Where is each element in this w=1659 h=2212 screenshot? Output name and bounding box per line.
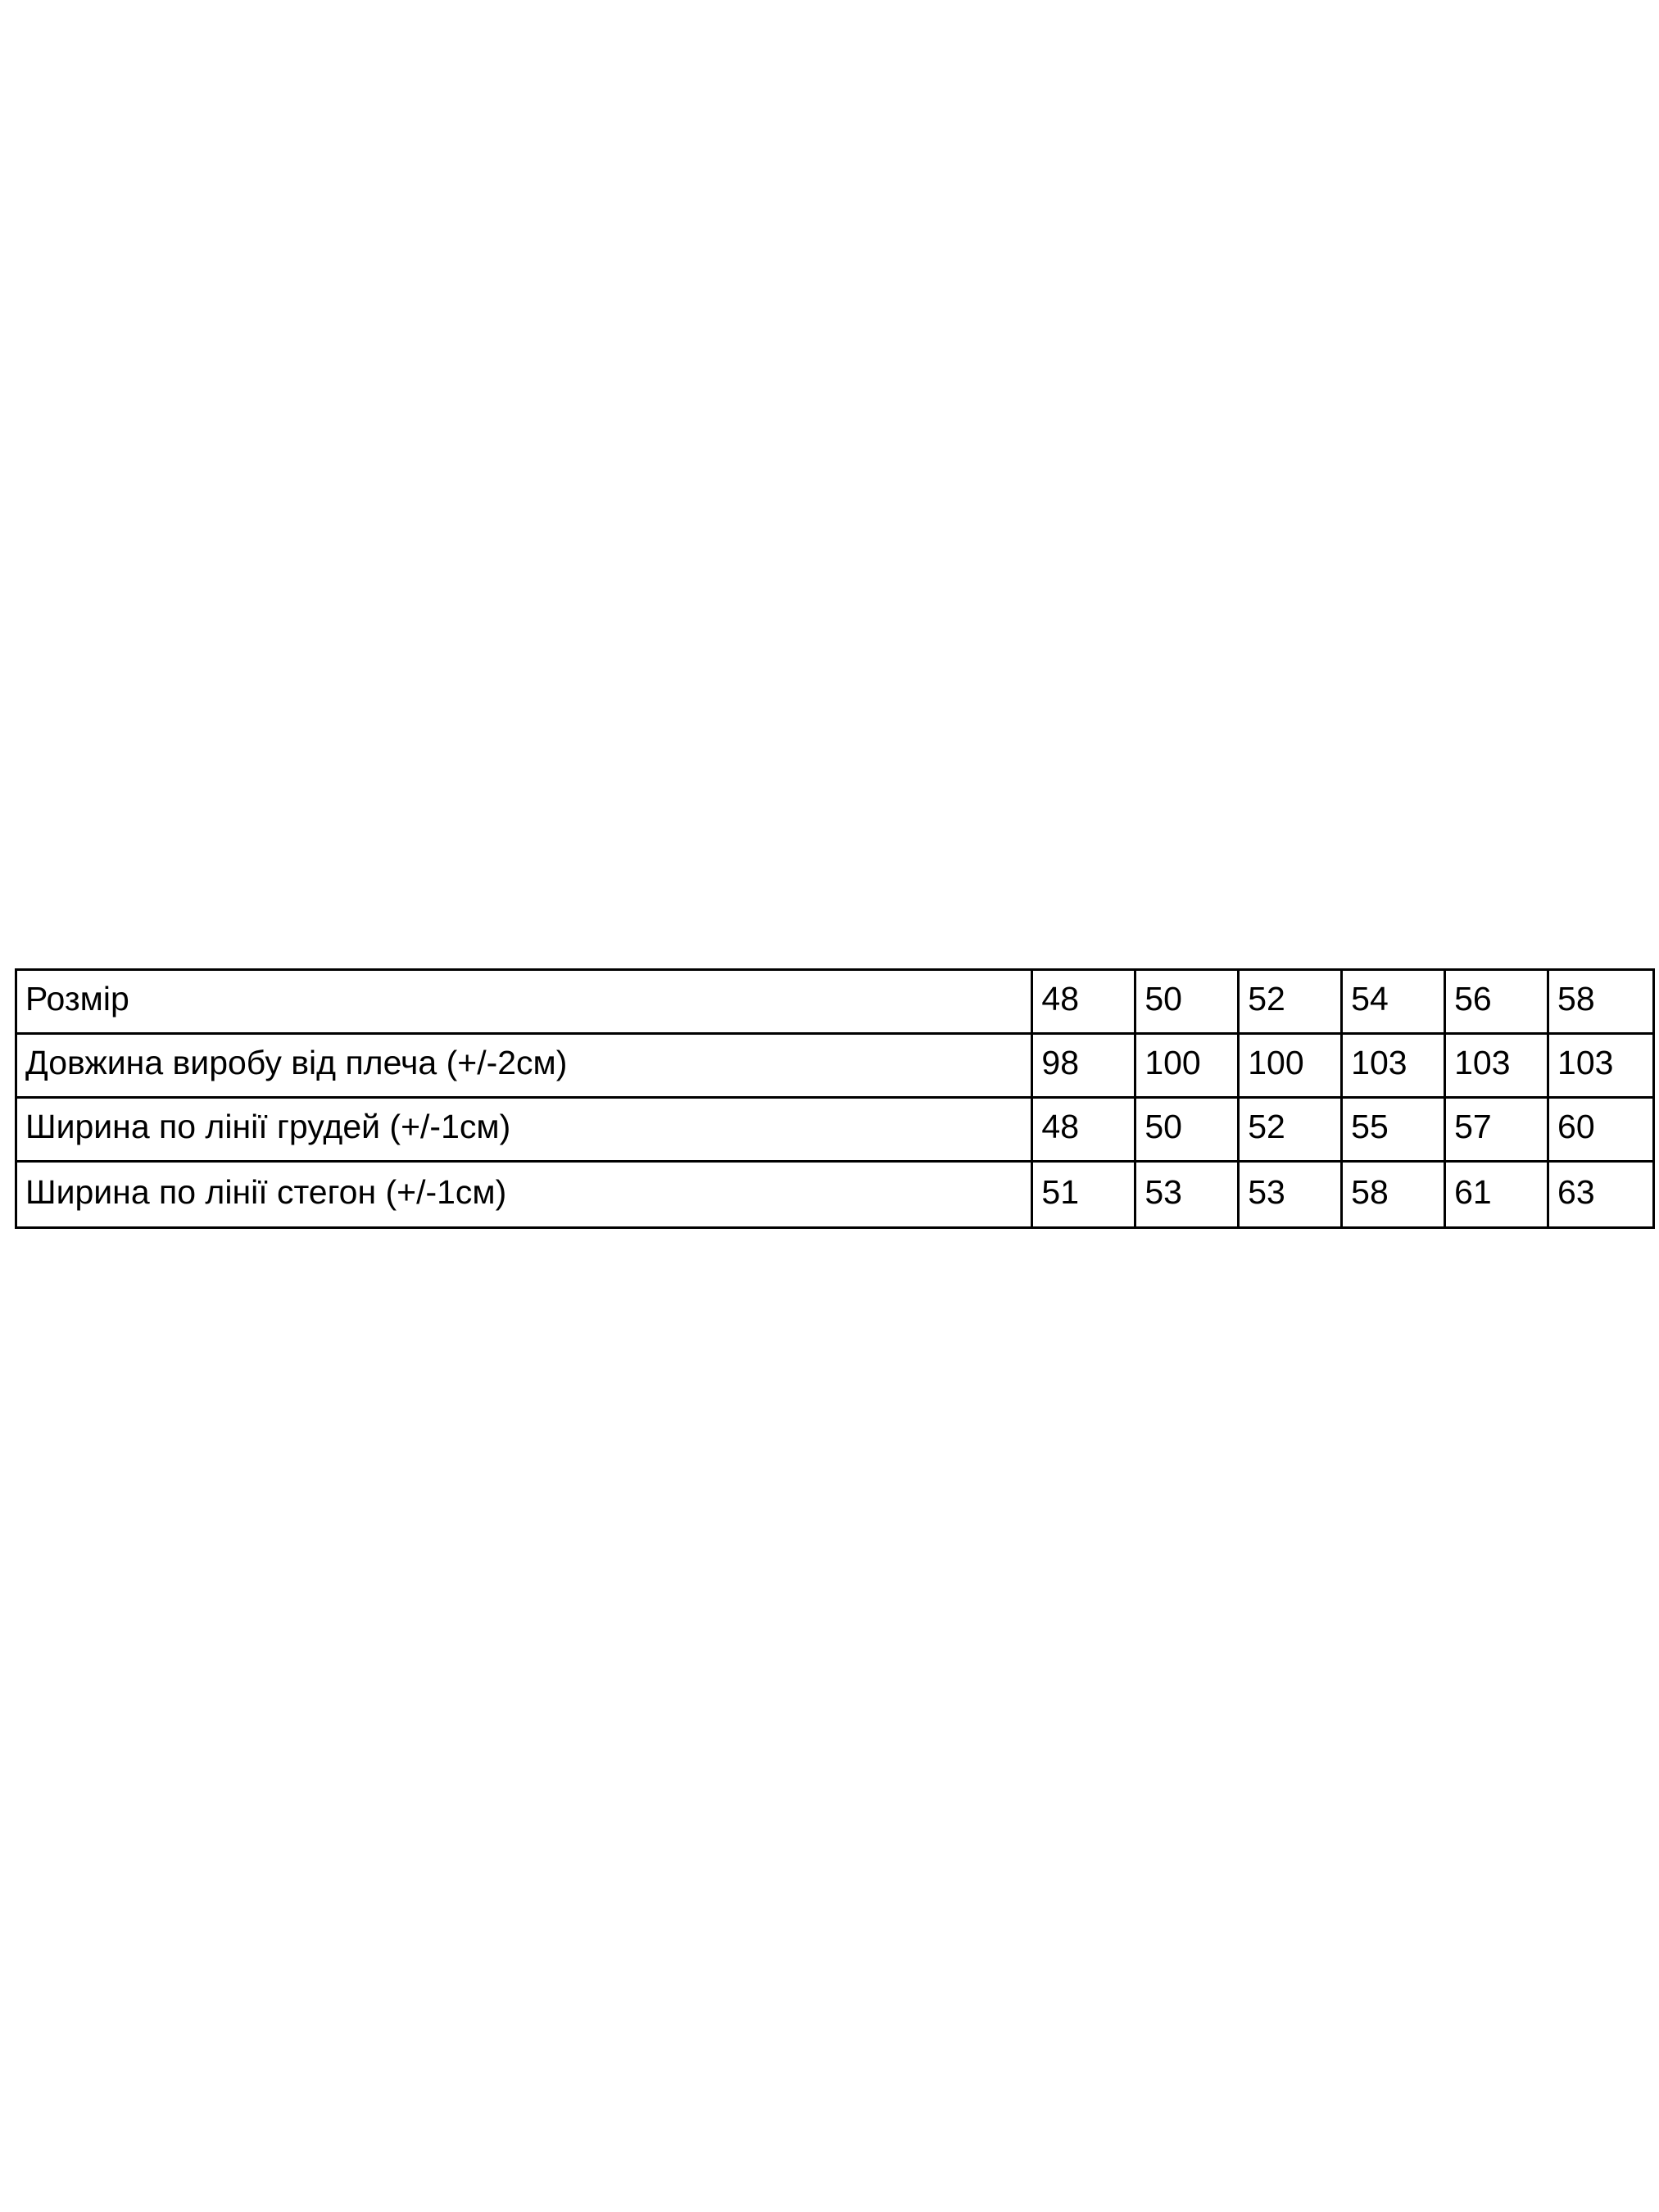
row-value: 55 xyxy=(1343,1099,1446,1163)
row-value: 103 xyxy=(1549,1035,1652,1099)
row-value: 53 xyxy=(1240,1163,1343,1226)
row-value: 52 xyxy=(1240,971,1343,1035)
row-value: 60 xyxy=(1549,1099,1652,1163)
row-value: 53 xyxy=(1136,1163,1240,1226)
size-chart-container xyxy=(15,968,1653,1229)
table-row xyxy=(17,1163,1652,1226)
row-value: 58 xyxy=(1549,971,1652,1035)
row-value: 100 xyxy=(1240,1035,1343,1099)
table-row xyxy=(17,1035,1652,1099)
row-label: Ширина по лінії грудей (+/-1см) xyxy=(17,1099,1033,1163)
row-label: Розмір xyxy=(17,971,1033,1035)
row-value: 63 xyxy=(1557,1172,1595,1211)
row-value: 51 xyxy=(1033,1163,1136,1226)
row-value: 98 xyxy=(1033,1035,1136,1099)
row-value: 48 xyxy=(1033,971,1136,1035)
row-label: Ширина по лінії стегон (+/-1см) xyxy=(17,1163,1033,1226)
row-value: 50 xyxy=(1136,1099,1240,1163)
row-value: 103 xyxy=(1446,1035,1549,1099)
row-value: 103 xyxy=(1343,1035,1446,1099)
row-value: 52 xyxy=(1240,1099,1343,1163)
row-value: 57 xyxy=(1446,1099,1549,1163)
row-value: 61 xyxy=(1446,1163,1549,1226)
row-value: 54 xyxy=(1343,971,1446,1035)
row-value: 50 xyxy=(1136,971,1240,1035)
row-value: 100 xyxy=(1136,1035,1240,1099)
row-value: 56 xyxy=(1446,971,1549,1035)
row-label: Довжина виробу від плеча (+/-2см) xyxy=(17,1035,1033,1099)
table-row xyxy=(17,1099,1652,1163)
row-value: 48 xyxy=(1033,1099,1136,1163)
table-row xyxy=(17,971,1652,1035)
size-chart-table xyxy=(15,968,1655,1229)
row-value: 58 xyxy=(1343,1163,1446,1226)
